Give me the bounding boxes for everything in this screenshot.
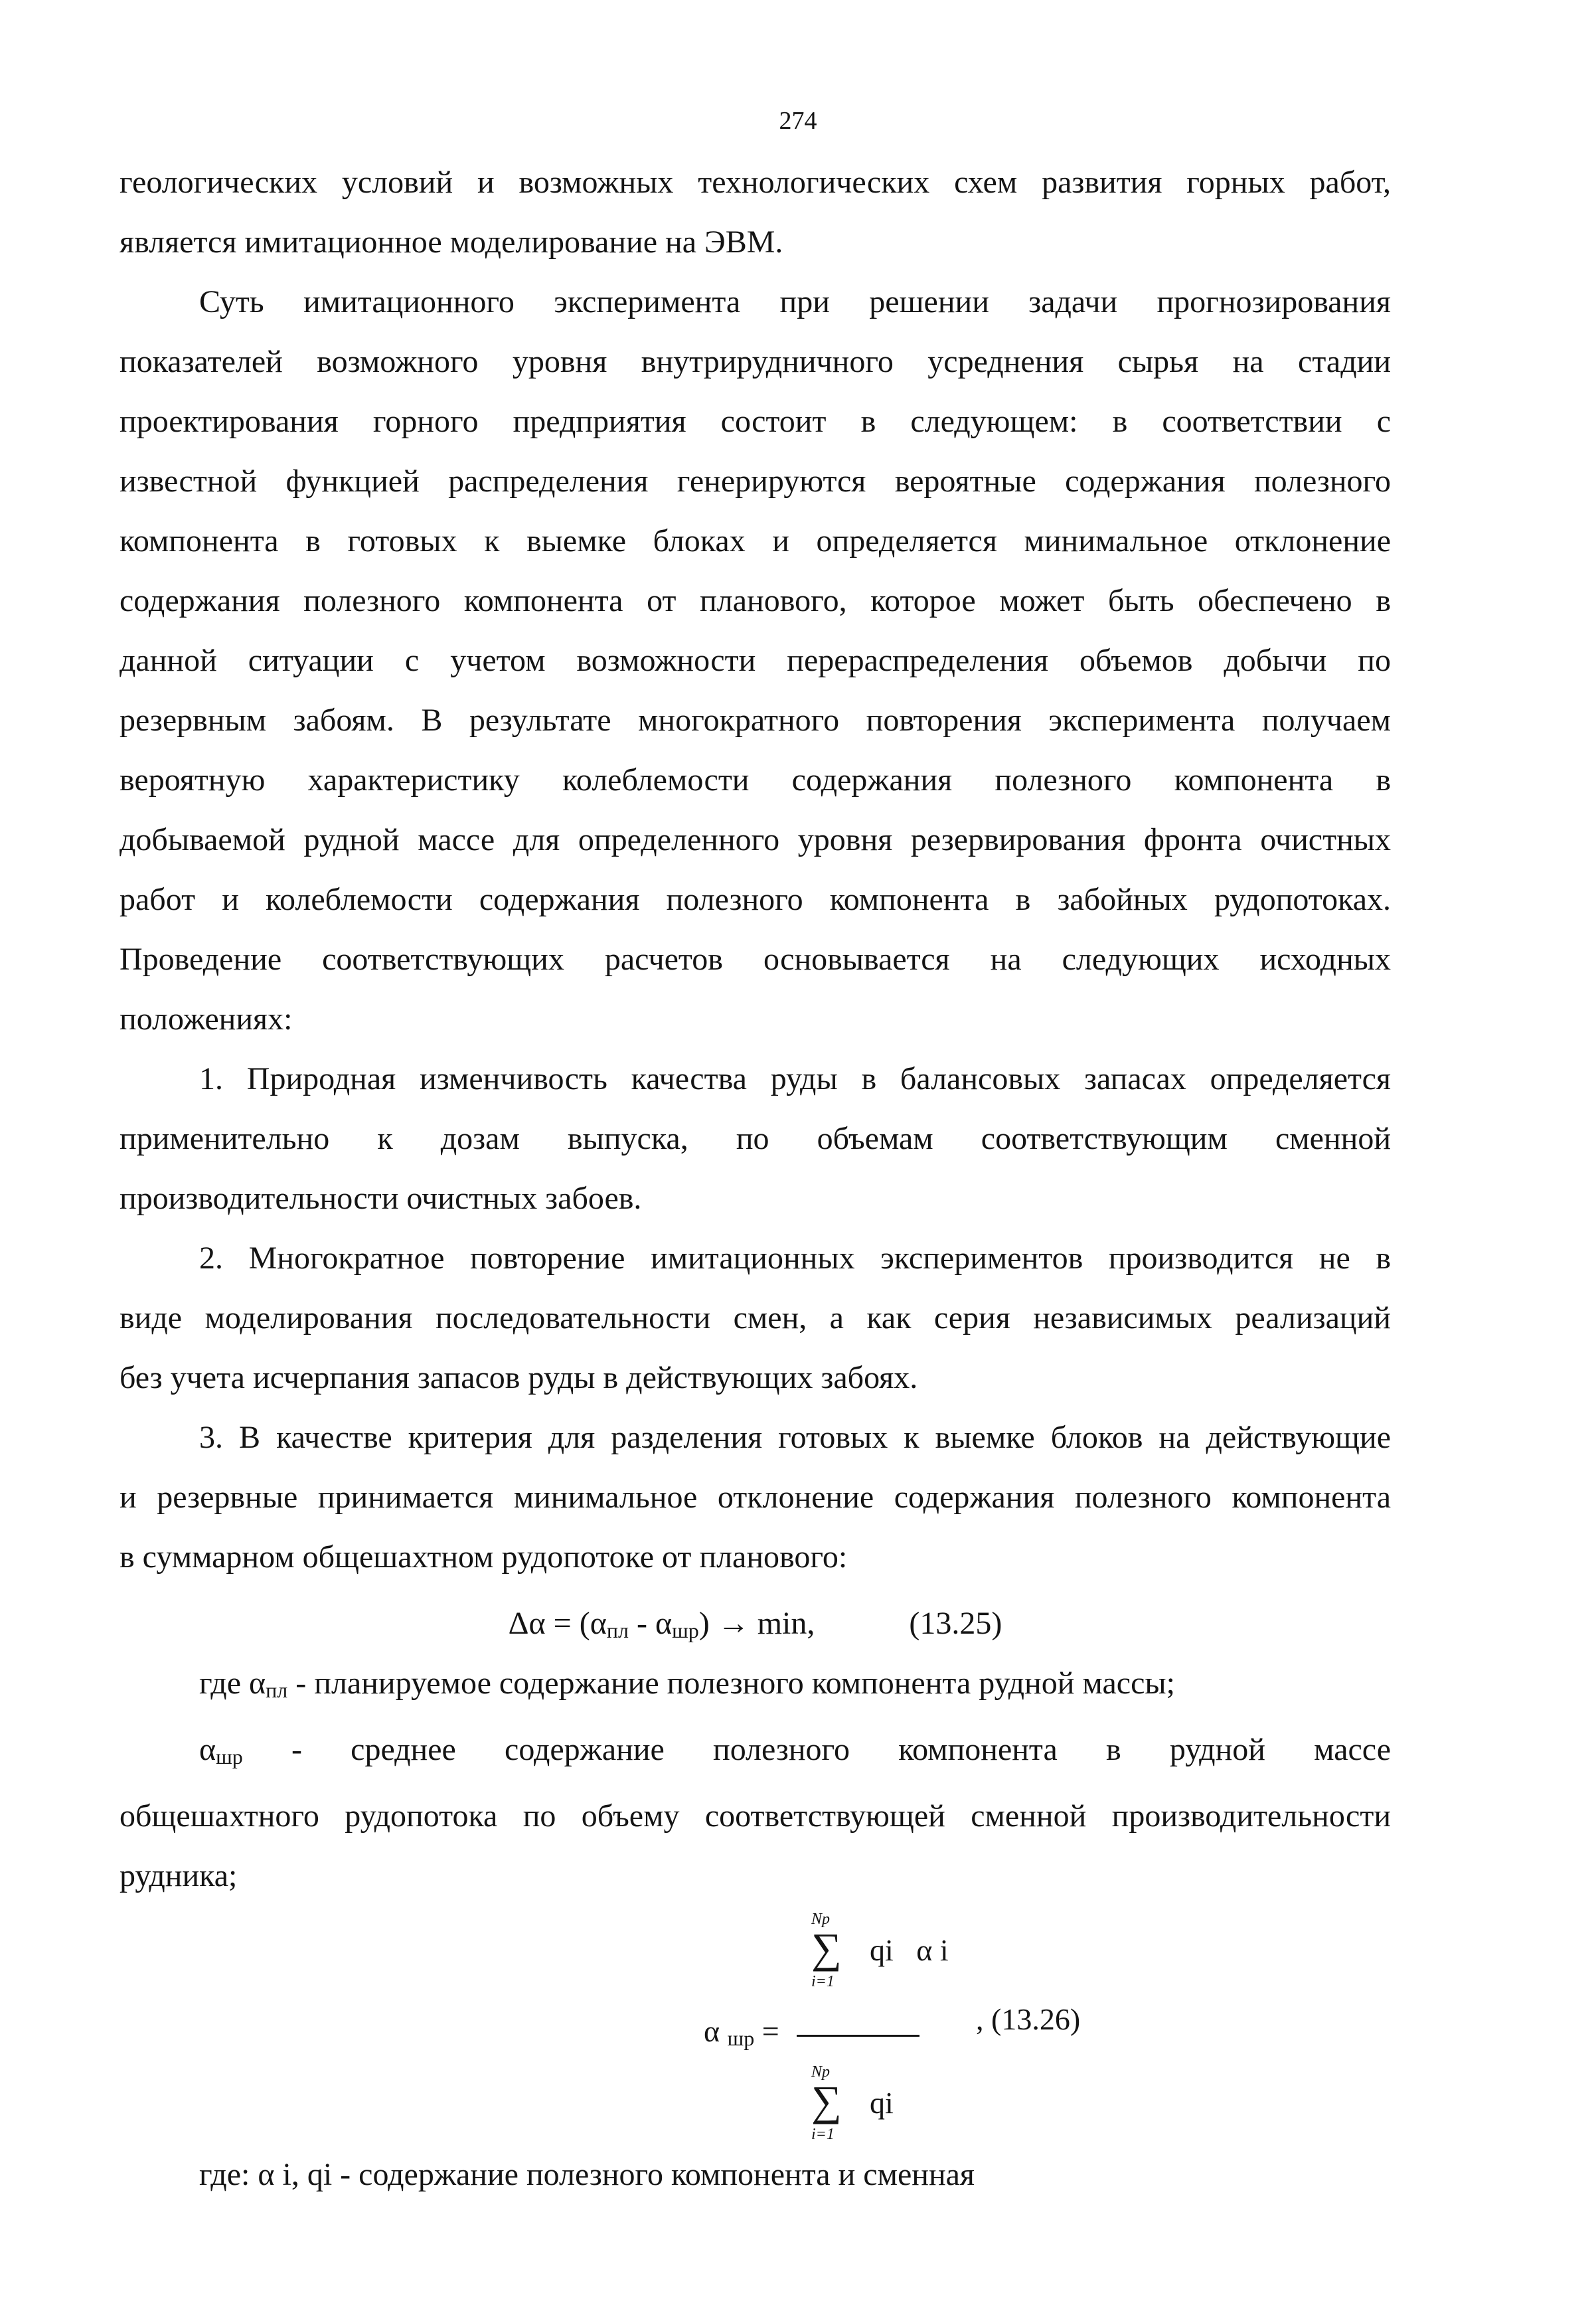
text-line: известной функцией распределения генерируются вероятные содержания полезного [120,464,1391,499]
sum-upper-limit: Np [811,1911,831,1928]
formula-lhs [704,2015,779,2055]
text-line: вероятную характеристику колеблемости содержания полезного компонента в [120,762,1391,798]
body-text [120,153,1391,1587]
paragraph-1 [120,153,1391,272]
paragraph-2 [120,272,1391,1049]
text-line: 3. В качестве критерия для разделения готовых к выемке блоков на действующие [199,1420,1391,1455]
definition-subscript: шр [216,1745,243,1768]
sum-lower-limit: i=1 [811,1973,835,1990]
formula-rhs: ) → min, [698,1606,815,1641]
formula-subscript: пл [606,1618,629,1642]
text-line: 2. Многократное повторение имитационных экспериментов производится не в [199,1241,1391,1276]
text-line: применительно к дозам выпуска, по объемам соответствующим сменной [120,1121,1391,1156]
formula-mid: - α [628,1606,673,1641]
text-line: показателей возможного уровня внутрирудничного усреднения сырья на стадии [120,344,1391,379]
text-line [120,1720,1391,1786]
text-line: рудника; [120,1858,238,1893]
definition-text: - среднее содержание полезного компонента в рудной массе [242,1732,1391,1767]
equals-sign: = [761,2014,779,2048]
formula-subscript: шр [727,2026,755,2050]
formula-lhs: Δα = (α [508,1606,607,1641]
text-line: содержания полезного компонента от планового, которое может быть обеспечено в [120,583,1391,618]
denominator: qi [870,2086,894,2120]
text-line: без учета исчерпания запасов руды в действующих забоях. [120,1360,918,1395]
definition-text: - планируемое содержание полезного компонента рудной массы; [287,1666,1175,1701]
paragraph-4 [120,1229,1391,1408]
definition-1 [120,1654,1391,1720]
definition-2 [120,1720,1391,1906]
paragraph-3 [120,1049,1391,1229]
text-line: виде моделирования последовательности смен, а как серия независимых реализаций [120,1300,1391,1335]
alpha-symbol: α [704,2014,720,2048]
numerator: qi α i [870,1933,949,1967]
text-line: Проведение соответствующих расчетов основывается на следующих исходных [120,942,1391,977]
definition-prefix: где α [199,1666,266,1701]
text-line: положениях: [120,1001,293,1037]
text-line: в суммарном общешахтном рудопотоке от планового: [120,1539,848,1575]
text-line: 1. Природная изменчивость качества руды в балансовых запасах определяется [199,1061,1391,1096]
equation-number: (13.25) [909,1606,1002,1641]
text-line: является имитационное моделирование на ЭВМ. [120,224,783,260]
text-line: геологических условий и возможных технологических схем развития горных работ, [120,165,1391,200]
sigma-icon: ∑ [811,2077,842,2124]
equation-number: , (13.26) [976,2002,1081,2036]
definition-subscript: пл [266,1678,288,1702]
text-line: добываемой рудной массе для определенного уровня резервирования фронта очистных [120,822,1391,857]
text-line: проектирования горного предприятия состоит в следующем: в соответствии с [120,404,1391,439]
text-line: работ и колеблемости содержания полезного компонента в забойных рудопотоках. [120,882,1391,917]
sum-lower-limit: i=1 [811,2126,835,2143]
text-line: Суть имитационного эксперимента при решении задачи прогнозирования [199,284,1391,319]
definitions [120,1654,1391,1906]
text-line: общешахтного рудопотока по объему соответствующей сменной производительности [120,1798,1391,1834]
text-line: данной ситуации с учетом возможности перераспределения объемов добычи по [120,643,1391,678]
text-line: производительности очистных забоев. [120,1181,642,1216]
sum-upper-limit: Np [811,2063,831,2081]
formula-subscript: шр [672,1618,699,1642]
paragraph-5 [120,1408,1391,1587]
text-line: резервным забоям. В результате многократного повторения эксперимента получаем [120,703,1391,738]
page-number: 274 [779,107,817,135]
fraction-bar [797,2035,919,2037]
text-line: и резервные принимается минимальное отклонение содержания полезного компонента [120,1480,1391,1515]
formula-13-25 [120,1594,1391,1660]
sigma-icon: ∑ [811,1925,842,1972]
definition-prefix: α [199,1732,216,1767]
text-line: компонента в готовых к выемке блоках и определяется минимальное отклонение [120,523,1391,558]
last-line: где: α i, qi - содержание полезного компонента и сменная [199,2157,975,2192]
